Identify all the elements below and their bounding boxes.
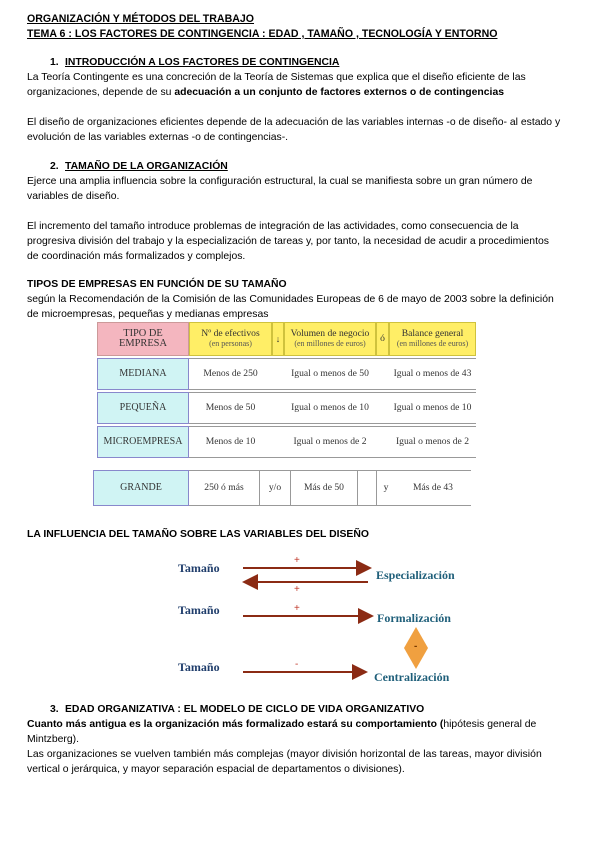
s1-p1-text: organizaciones, depende de su	[27, 87, 175, 98]
row-grande-balance: Más de 43	[395, 470, 471, 506]
row-mediana-efectivos: Menos de 250	[189, 358, 272, 390]
down-arrow-icon: ↓	[275, 334, 281, 344]
tipos-description-line-1: según la Recomendación de la Comisión de las Comunidades Europeas de 6 de mayo de 2003 sobre la definición	[27, 294, 554, 305]
s1-p1-emphasis: adecuación a un conjunto de factores externos o de contingencias	[174, 87, 504, 98]
row-grande-tipo: GRANDE	[93, 470, 189, 506]
s3-paragraph-1-line-1	[27, 719, 599, 730]
influencia-title: LA INFLUENCIA DEL TAMAÑO SOBRE LAS VARIABLES DEL DISEÑO	[27, 529, 369, 540]
header-balance-line-1: Balance general	[401, 328, 464, 339]
tipos-title: TIPOS DE EMPRESAS EN FUNCIÓN DE SU TAMAÑO	[27, 279, 287, 290]
row-pequena-volumen: Igual o menos de 10	[284, 392, 376, 424]
row-grande-yo: y/o	[259, 470, 291, 506]
diagram-tamano-3: Tamaño	[178, 660, 220, 674]
s1-paragraph-2-line-2: evolución de las variables externas -o de contingencias-.	[27, 132, 289, 143]
header-volumen-line-2: (en millones de euros)	[294, 339, 366, 348]
diamond-sign: -	[414, 641, 418, 652]
header-efectivos-line-2: (en personas)	[209, 339, 252, 348]
diagram-centralizacion: Centralización	[374, 670, 450, 684]
s3-paragraph-2-line-2: vertical o jerárquica, y mayor separación espacial de departamentos o divisiones).	[27, 764, 405, 775]
doc-title: ORGANIZACIÓN Y MÉTODOS DEL TRABAJO	[27, 13, 255, 25]
section-3-title: EDAD ORGANIZATIVA : EL MODELO DE CICLO DE VIDA ORGANIZATIVO	[65, 704, 425, 715]
s3-paragraph-1-line-2: Mintzberg).	[27, 734, 79, 745]
diagram-especializacion: Especialización	[376, 568, 455, 582]
s2-paragraph-2-line-3: de coordinación más formalizados y complejos.	[27, 251, 246, 262]
row-micro-balance: Igual o menos de 2	[389, 426, 476, 458]
sign-plus-2: +	[294, 603, 300, 614]
s3-p1-hypothesis: hipótesis general de	[443, 719, 537, 730]
row-mediana-balance: Igual o menos de 43	[389, 358, 476, 390]
header-balance-line-2: (en millones de euros)	[396, 339, 469, 348]
row-pequena-tipo: PEQUEÑA	[97, 392, 189, 424]
section-3-number: 3.	[50, 704, 59, 715]
row-pequena-efectivos: Menos de 50	[189, 392, 272, 424]
s2-paragraph-2-line-2: progresiva división del trabajo y la especialización de tareas y, por tanto, la necesidad de acudir a procedimientos	[27, 236, 549, 247]
s3-p1-emphasis: Cuanto más antigua es la organización más formalizado estará su comportamiento	[27, 719, 437, 730]
row-micro-efectivos: Menos de 10	[189, 426, 272, 458]
section-1-title: INTRODUCCIÓN A LOS FACTORES DE CONTINGENCIA	[65, 57, 340, 68]
s3-p1-paren: (	[436, 719, 444, 730]
doc-subtitle: TEMA 6 : LOS FACTORES DE CONTINGENCIA : EDAD , TAMAÑO , TECNOLOGÍA Y ENTORNO	[27, 28, 498, 40]
s1-paragraph-2-line-1: El diseño de organizaciones eficientes depende de la adecuación de las variables internas -o de diseño- al estado y	[27, 117, 561, 128]
row-mediana-volumen: Igual o menos de 50	[284, 358, 376, 390]
row-pequena-balance: Igual o menos de 10	[389, 392, 476, 424]
header-tipo-line-2: EMPRESA	[119, 338, 167, 349]
header-or-text: ó	[380, 333, 385, 344]
row-micro-volumen: Igual o menos de 2	[284, 426, 376, 458]
section-2-title: TAMAÑO DE LA ORGANIZACIÓN	[65, 161, 228, 172]
row-mediana-tipo: MEDIANA	[97, 358, 189, 390]
sign-plus-1b: +	[294, 584, 300, 595]
diagram-tamano-1: Tamaño	[178, 561, 220, 575]
section-2-number: 2.	[50, 161, 59, 172]
tipos-description-line-2: de microempresas, pequeñas y medianas empresas	[27, 309, 269, 320]
s3-paragraph-2-line-1: Las organizaciones se vuelven también más complejas (mayor división horizontal de las tareas, mayor división	[27, 749, 542, 760]
section-1-number: 1.	[50, 57, 59, 68]
header-efectivos-line-1: Nº de efectivos	[201, 328, 260, 339]
s2-paragraph-1-line-1: Ejerce una amplia influencia sobre la configuración estructural, la cual se manifiesta sobre un gran número de	[27, 176, 533, 187]
header-tipo-line-1: TIPO DE	[123, 328, 163, 339]
s2-paragraph-2-line-1: El incremento del tamaño introduce problemas de integración de las actividades, como consecuencia de la	[27, 221, 519, 232]
row-grande-efectivos: 250 ó más	[189, 470, 259, 506]
sign-plus-1a: +	[294, 555, 300, 566]
row-micro-tipo: MICROEMPRESA	[97, 426, 189, 458]
s1-paragraph-1-line-1: La Teoría Contingente es una concreción de la Teoría de Sistemas que explica que el diseño eficiente de las	[27, 72, 526, 83]
diagram-tamano-2: Tamaño	[178, 603, 220, 617]
diagram-formalizacion: Formalización	[377, 611, 451, 625]
row-grande-volumen: Más de 50	[291, 470, 357, 506]
header-volumen-line-1: Volumen de negocio	[290, 328, 370, 339]
row-grande-y: y	[377, 470, 395, 506]
s2-paragraph-1-line-2: variables de diseño.	[27, 191, 120, 202]
sign-minus-3: -	[295, 659, 299, 670]
